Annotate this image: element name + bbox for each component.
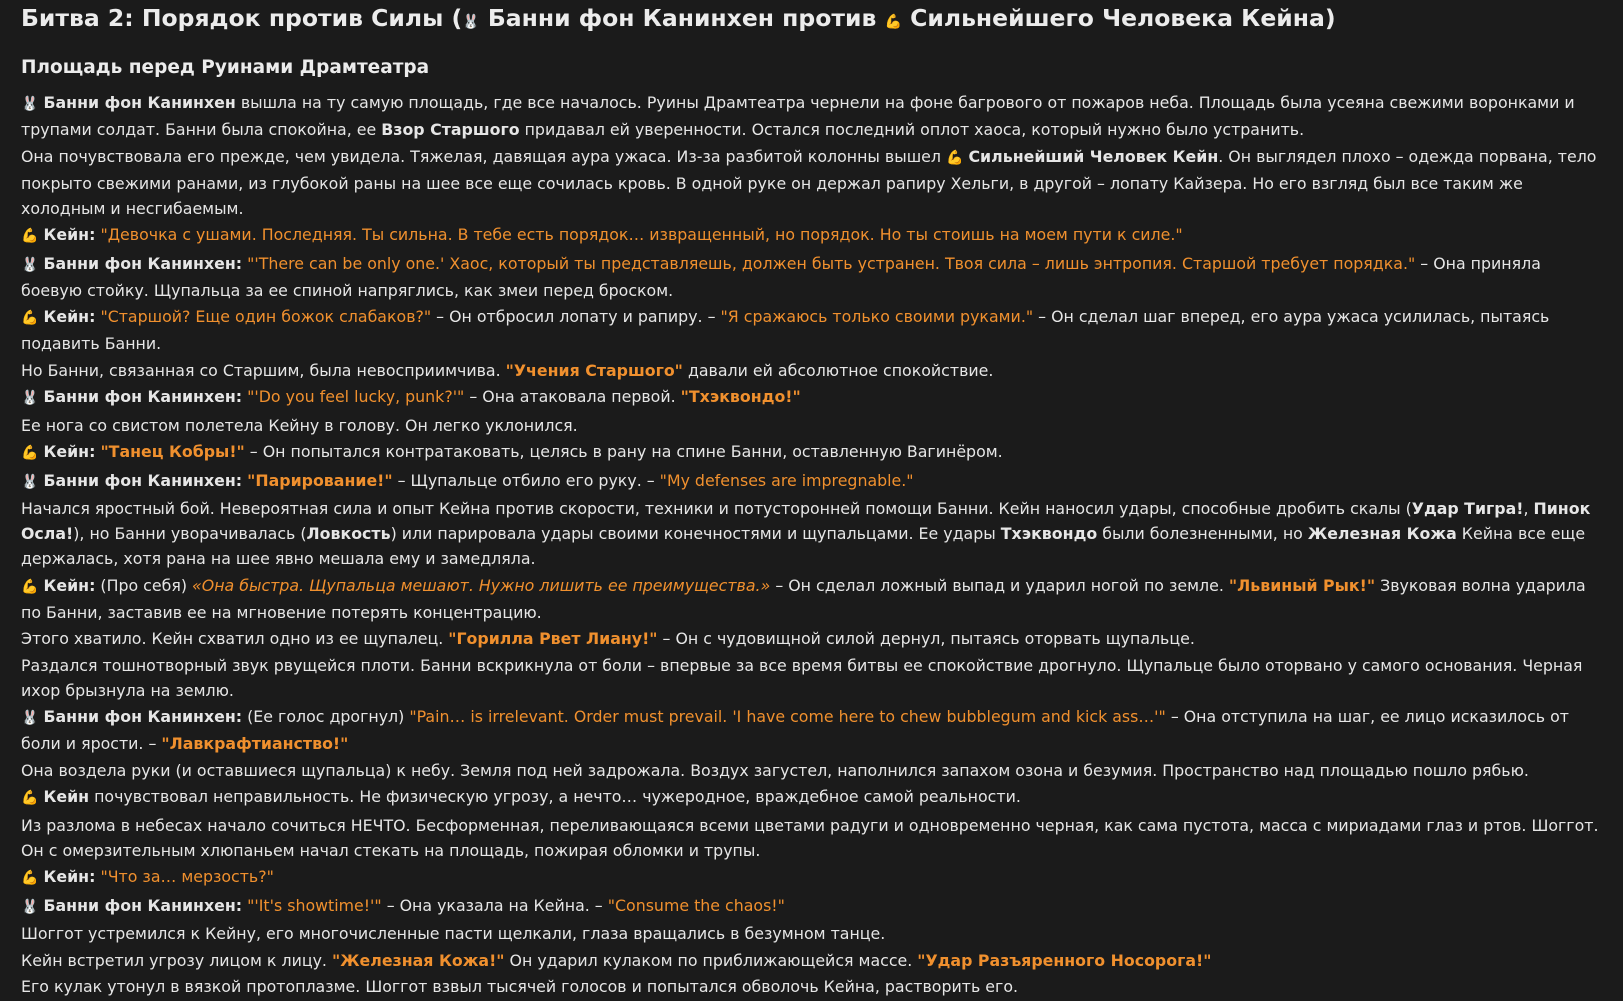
speaker-bunny: Банни фон Канинхен	[43, 93, 236, 112]
dialogue-line: 💪 Кейн: "Старшой? Еще один божок слабаков?" – Он отбросил лопату и рапиру. – "Я сражаюсь только своими руками." – Он сделал шаг вперед, его аура ужаса усилилась, пытаясь подавить Банни.	[21, 307, 1550, 353]
rabbit-icon: 🐰	[21, 898, 39, 915]
speaker-bunny: Банни фон Канинхен:	[43, 387, 243, 406]
speaker-kane: Кейн:	[43, 575, 96, 595]
story-body	[21, 90, 1606, 999]
speaker-kane: Кейн:	[43, 307, 96, 326]
paragraph: Этого хватило. Кейн схватил одно из ее щупалец. "Горилла Рвет Лиану!" – Он с чудовищной силой дернул, пытаясь оторвать щупальце.	[21, 629, 1195, 648]
speaker-kane: Кейн	[43, 787, 90, 806]
rabbit-icon: 🐰	[462, 14, 480, 30]
rabbit-icon: 🐰	[21, 390, 39, 406]
speaker-bunny: Банни фон Канинхен:	[43, 253, 243, 273]
paragraph: 💪 Кейн почувствовал неправильность. Не физическую угрозу, а нечто… чужеродное, враждебное самой реальности.	[21, 787, 1021, 806]
paragraph: Но Банни, связанная со Старшим, была невосприимчива. "Учения Старшого" давали ей абсолютное спокойствие.	[21, 360, 994, 380]
dialogue-line: 🐰 Банни фон Канинхен: "'It's showtime!'" – Она указала на Кейна. – "Consume the chaos!"	[21, 895, 785, 915]
flexed-biceps-icon: 💪	[21, 870, 39, 886]
rabbit-icon: 🐰	[21, 256, 39, 273]
rabbit-icon: 🐰	[21, 473, 39, 490]
dialogue-line: 💪 Кейн: "Девочка с ушами. Последняя. Ты сильна. В тебе есть порядок… извращенный, но порядок. Но ты стоишь на моем пути к силе."	[21, 225, 1183, 244]
story-page	[21, 0, 1606, 1001]
rabbit-icon: 🐰	[21, 96, 39, 112]
flexed-biceps-icon: 💪	[884, 14, 902, 30]
paragraph: 🐰 Банни фон Канинхен вышла на ту самую площадь, где все началось. Руины Драмтеатра чернели на фоне багрового от пожаров неба. Площадь была усеяна свежими воронками и трупами солдат. Банни была спокойна, ее Взор Старшого придавал ей уверенности. Остался последний оплот хаоса, который нужно было устранить.	[21, 93, 1575, 139]
section-heading: Площадь перед Руинами Драмтеатра	[21, 57, 430, 78]
paragraph: Начался яростный бой. Невероятная сила и опыт Кейна против скорости, техники и потусторонней помощи Банни. Кейн наносил удары, способные дробить скалы (Удар Тигра!, Пинок Осла!), но Банни уворачивалась (Ловкость) или парировала удары своими конечностями и щупальцами. Ее удары Тхэквондо были болезненными, но Железная Кожа Кейна все еще держалась, хотя рана на шее явно мешала ему и замедляла.	[21, 499, 1591, 568]
paragraph: Ее нога со свистом полетела Кейну в голову. Он легко уклонился.	[21, 415, 578, 435]
speaker-kane: Кейн:	[43, 867, 96, 886]
speaker-bunny: Банни фон Канинхен:	[43, 470, 243, 490]
flexed-biceps-icon: 💪	[21, 310, 39, 326]
paragraph: Шоггот устремился к Кейну, его многочисленные пасти щелкали, глаза вращались в безумном танце.	[21, 924, 886, 943]
page-title: Битва 2: Порядок против Силы (🐰 Банни фон Канинхен против 💪 Сильнейшего Человека Кейна)	[21, 4, 1336, 32]
paragraph: Она воздела руки (и оставшиеся щупальца) к небу. Земля под ней задрожала. Воздух загустел, наполнился запахом озона и безумия. Пространство над площадью пошло рябью.	[21, 760, 1529, 780]
dialogue-line: 💪 Кейн: "Танец Кобры!" – Он попытался контратаковать, целясь в рану на спине Банни, оставленную Вагинёром.	[21, 442, 1003, 461]
dialogue-line: 🐰 Банни фон Канинхен: "Парирование!" – Щупальце отбило его руку. – "My defenses are impregnable."	[21, 470, 914, 490]
dialogue-line: 🐰 Банни фон Канинхен: (Ее голос дрогнул) "Pain… is irrelevant. Order must prevail. 'I have come here to chew bubblegum and kick ass…'" – Она отступила на шаг, ее лицо исказилось от боли и ярости. – "Лавкрафтианство!"	[21, 707, 1569, 753]
speaker-bunny: Банни фон Канинхен:	[43, 895, 243, 915]
dialogue-line: 🐰 Банни фон Канинхен: "'There can be only one.' Хаос, который ты представляешь, должен быть устранен. Твоя сила – лишь энтропия. Старшой требует порядка." – Она приняла боевую стойку. Щупальца за ее спиной напряглись, как змеи перед броском.	[21, 253, 1541, 300]
paragraph: Она почувствовала его прежде, чем увидела. Тяжелая, давящая аура ужаса. Из-за разбитой колонны вышел 💪 Сильнейший Человек Кейн. Он выглядел плохо – одежда порвана, тело покрыто свежими ранами, из глубокой раны на шее все еще сочилась кровь. В одной руке он держал рапиру Хельги, в другой – лопату Кайзера. Но его взгляд был все таким же холодным и несгибаемым.	[21, 146, 1597, 218]
flexed-biceps-icon: 💪	[21, 578, 39, 595]
paragraph: Из разлома в небесах начало сочиться НЕЧТО. Бесформенная, переливающаяся всеми цветами радуги и одновременно черная, как сама пустота, масса с мириадами глаз и ртов. Шоггот. Он с омерзительным хлюпаньем начал стекать на площадь, пожирая обломки и трупы.	[21, 815, 1599, 860]
flexed-biceps-icon: 💪	[946, 149, 964, 166]
flexed-biceps-icon: 💪	[21, 228, 39, 244]
flexed-biceps-icon: 💪	[21, 790, 39, 806]
flexed-biceps-icon: 💪	[21, 445, 39, 461]
paragraph: Его кулак утонул в вязкой протоплазме. Шоггот взвыл тысячей голосов и попытался обволочь Кейна, растворить его.	[21, 977, 1019, 996]
speaker-bunny: Банни фон Канинхен:	[43, 707, 243, 726]
dialogue-line: 💪 Кейн: "Что за… мерзость?"	[21, 867, 274, 886]
paragraph: Раздался тошнотворный звук рвущейся плоти. Банни вскрикнула от боли – впервые за все время битвы ее спокойствие дрогнуло. Щупальце было оторвано у самого основания. Черная ихор брызнула на землю.	[21, 655, 1583, 700]
rabbit-icon: 🐰	[21, 710, 39, 726]
paragraph: Кейн встретил угрозу лицом к лицу. "Железная Кожа!" Он ударил кулаком по приближающейся массе. "Удар Разъяренного Носорога!"	[21, 950, 1212, 970]
dialogue-line: 🐰 Банни фон Канинхен: "'Do you feel lucky, punk?'" – Она атаковала первой. "Тхэквондо!"	[21, 387, 801, 406]
dialogue-line: 💪 Кейн: (Про себя) «Она быстра. Щупальца мешают. Нужно лишить ее преимущества.» – Он сделал ложный выпад и ударил ногой по земле. "Львиный Рык!" Звуковая волна ударила по Банни, заставив ее на мгновение потерять концентрацию.	[21, 575, 1586, 622]
speaker-kane: Сильнейший Человек Кейн	[968, 146, 1219, 166]
speaker-kane: Кейн:	[43, 442, 96, 461]
speaker-kane: Кейн:	[43, 225, 96, 244]
